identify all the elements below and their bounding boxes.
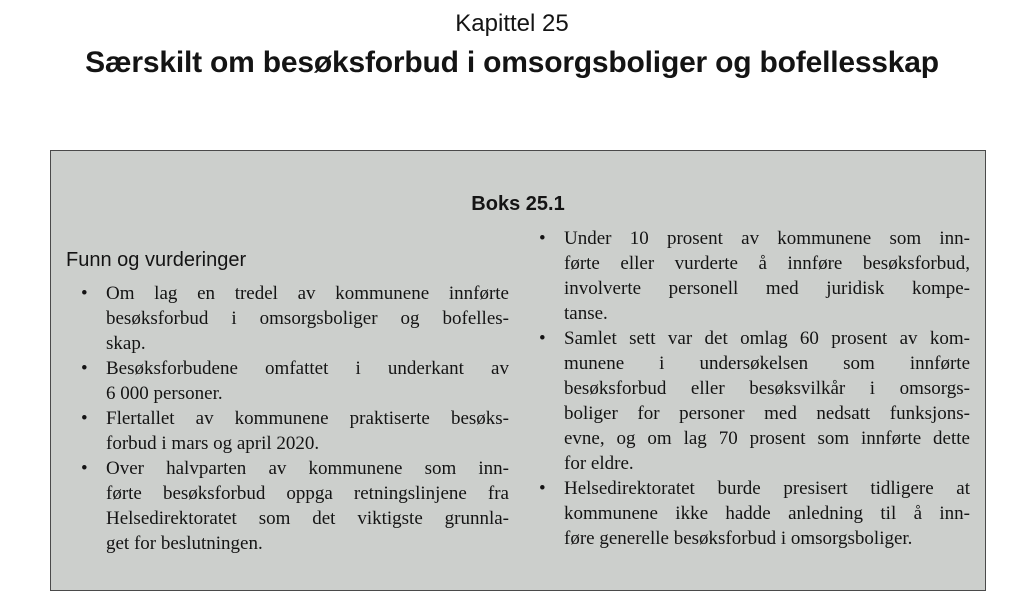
document-page [0, 10, 1024, 554]
bullet-icon: • [81, 408, 88, 429]
text-line: besøksforbud eller besøksvilkår i omsorgs- [564, 378, 970, 399]
box-columns [51, 226, 985, 556]
text-line: involverte personell med juridisk kompe- [564, 278, 970, 299]
text-line: Besøksforbudene omfattet i underkant av [106, 358, 509, 379]
list-item [539, 326, 970, 476]
bullet-icon: • [539, 228, 546, 249]
bullet-icon: • [81, 283, 88, 304]
box-column-right [539, 226, 970, 556]
bullet-list-left [66, 281, 509, 556]
list-item-text [564, 326, 970, 476]
chapter-heading: Kapittel 25 [455, 10, 569, 37]
list-item [81, 281, 509, 356]
text-line: kommunene ikke hadde anledning til å inn- [564, 503, 970, 524]
list-item [81, 456, 509, 556]
page-title: Særskilt om besøksforbud i omsorgsboliger og bofellesskap [85, 46, 939, 79]
text-line: Helsedirektoratet som det viktigste grunnla- [106, 508, 509, 529]
list-item-text [106, 356, 509, 406]
bullet-icon: • [539, 328, 546, 349]
list-item-text [106, 456, 509, 556]
info-box [50, 150, 986, 591]
text-line: førte eller vurderte å innføre besøksforbud, [564, 253, 970, 274]
text-line: evne, og om lag 70 prosent som innførte dette [564, 428, 970, 449]
text-line: boliger for personer med nedsatt funksjons- [564, 403, 970, 424]
box-column-left [66, 226, 509, 556]
list-item-text [106, 281, 509, 356]
text-line: Over halvparten av kommunene som inn- [106, 458, 509, 479]
text-line: forbud i mars og april 2020. [106, 433, 320, 454]
text-line: Samlet sett var det omlag 60 prosent av kom- [564, 328, 970, 349]
box-label: Boks 25.1 [471, 193, 565, 215]
list-item-text [106, 406, 509, 456]
list-item [81, 356, 509, 406]
bullet-icon: • [81, 458, 88, 479]
text-line: besøksforbud i omsorgsboliger og bofelles- [106, 308, 509, 329]
text-line: Helsedirektoratet burde presisert tidligere at [564, 478, 970, 499]
text-line: 6 000 personer. [106, 383, 223, 404]
bullet-icon: • [81, 358, 88, 379]
text-line: get for beslutningen. [106, 533, 263, 554]
list-item-text [564, 476, 970, 551]
text-line: munene i undersøkelsen som innførte [564, 353, 970, 374]
list-item [81, 406, 509, 456]
text-line: føre generelle besøksforbud i omsorgsboliger. [564, 528, 913, 549]
box-heading: Funn og vurderinger [66, 249, 247, 271]
text-line: Flertallet av kommunene praktiserte besøks- [106, 408, 509, 429]
text-line: for eldre. [564, 453, 634, 474]
list-item [539, 476, 970, 551]
text-line: skap. [106, 333, 146, 354]
bullet-icon: • [539, 478, 546, 499]
text-line: Om lag en tredel av kommunene innførte [106, 283, 509, 304]
bullet-list-right [539, 226, 970, 551]
list-item [539, 226, 970, 326]
text-line: Under 10 prosent av kommunene som inn- [564, 228, 970, 249]
text-line: førte besøksforbud oppga retningslinjene fra [106, 483, 509, 504]
list-item-text [564, 226, 970, 326]
text-line: tanse. [564, 303, 608, 324]
